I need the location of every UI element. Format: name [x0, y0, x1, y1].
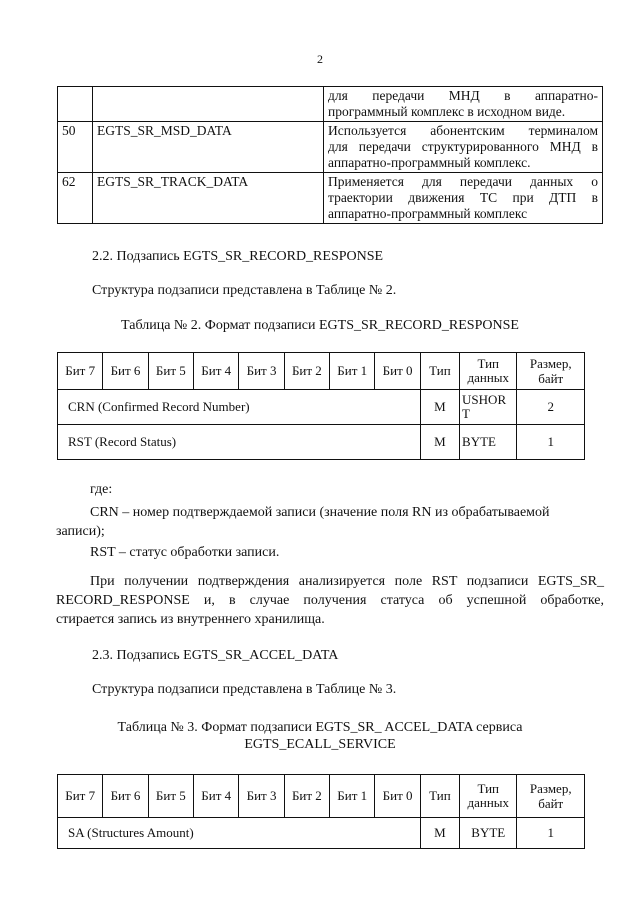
rst-definition: RST – статус обработки записи.: [90, 545, 280, 560]
table-row: [58, 87, 603, 122]
table-row: [58, 173, 603, 224]
size-header: [517, 353, 585, 390]
header-line: Тип: [477, 781, 500, 796]
description-line: аппаратно-программный комплекс: [328, 206, 528, 221]
bit-header: Бит 1: [330, 775, 375, 818]
description-line: для передачи структурированного МНД в: [328, 139, 598, 154]
type-code-cell: 62: [58, 173, 93, 224]
field-name-cell: SA (Structures Amount): [58, 818, 421, 849]
table-row: [58, 122, 603, 173]
section-heading-2-2: 2.2. Подзапись EGTS_SR_RECORD_RESPONSE: [92, 249, 384, 264]
bit-header: Бит 7: [58, 775, 103, 818]
structure-reference-text: Структура подзаписи представлена в Таблице № 3.: [92, 682, 397, 697]
field-dtype-cell: BYTE: [460, 818, 517, 849]
table-3-caption: [0, 720, 640, 754]
paragraph-line: стирается запись из внутреннего хранилища.: [56, 612, 325, 627]
page-number: 2: [317, 52, 323, 66]
where-label: где:: [90, 482, 113, 497]
bit-header: Бит 0: [375, 353, 420, 390]
type-name-cell: EGTS_SR_TRACK_DATA: [93, 173, 324, 224]
field-type-cell: M: [420, 425, 459, 460]
bit-header: Бит 0: [375, 775, 420, 818]
type-code-cell: 50: [58, 122, 93, 173]
field-dtype-cell: [460, 390, 517, 425]
type-description-cell: [324, 87, 603, 122]
bit-header: Бит 4: [194, 775, 239, 818]
header-line: байт: [538, 796, 564, 811]
table-header-row: [58, 775, 585, 818]
type-description-cell: [324, 173, 603, 224]
description-line: Применяется для передачи данных о: [328, 174, 598, 189]
table-row: [58, 818, 585, 849]
type-name-cell: [93, 87, 324, 122]
bit-header: Бит 5: [148, 775, 193, 818]
header-line: байт: [538, 371, 564, 386]
type-code-cell: [58, 87, 93, 122]
type-description-cell: [324, 122, 603, 173]
description-line: Используется абонентским терминалом: [328, 123, 598, 138]
description-line: для передачи МНД в аппаратно-: [328, 88, 598, 103]
definition-line: записи);: [56, 524, 105, 539]
field-size-cell: 1: [517, 818, 585, 849]
description-line: программный комплекс в исходном виде.: [328, 104, 566, 119]
section-heading-2-3: 2.3. Подзапись EGTS_SR_ACCEL_DATA: [92, 648, 339, 663]
bit-header: Бит 3: [239, 353, 284, 390]
size-header: [517, 775, 585, 818]
bit-header: Бит 5: [148, 353, 193, 390]
bit-header: Бит 6: [103, 775, 148, 818]
bit-header: Бит 1: [330, 353, 375, 390]
bit-header: Бит 3: [239, 775, 284, 818]
bit-header: Бит 4: [194, 353, 239, 390]
field-name-cell: CRN (Confirmed Record Number): [58, 390, 421, 425]
bit-header: Бит 6: [103, 353, 148, 390]
crn-definition: [56, 503, 604, 541]
field-size-cell: 1: [517, 425, 585, 460]
subrecord-types-table: [57, 86, 603, 224]
caption-line: Таблица № 3. Формат подзаписи EGTS_SR_ ACCEL_DATA сервиса: [117, 720, 523, 735]
table-row: [58, 425, 585, 460]
description-line: траектории движения ТС при ДТП в: [328, 190, 598, 205]
header-line: данных: [467, 795, 510, 810]
table-row: [58, 390, 585, 425]
header-line: данных: [467, 370, 510, 385]
accel-data-format-table: [57, 774, 585, 849]
type-name-cell: EGTS_SR_MSD_DATA: [93, 122, 324, 173]
type-header: Тип: [420, 775, 459, 818]
field-name-cell: RST (Record Status): [58, 425, 421, 460]
bit-header: Бит 7: [58, 353, 103, 390]
caption-line: EGTS_ECALL_SERVICE: [244, 736, 396, 752]
dtype-line: T: [462, 406, 470, 421]
type-header: Тип: [420, 353, 459, 390]
record-response-format-table: [57, 352, 585, 460]
structure-reference-text: Структура подзаписи представлена в Таблице № 2.: [92, 283, 397, 298]
field-type-cell: M: [420, 818, 459, 849]
table-header-row: [58, 353, 585, 390]
bit-header: Бит 2: [284, 775, 329, 818]
definition-line: CRN – номер подтверждаемой записи (значение поля RN из обрабатываемой: [90, 505, 550, 520]
paragraph-line: RECORD_RESPONSE и, в случае получения статуса об успешной обработке,: [56, 593, 604, 608]
field-size-cell: 2: [517, 390, 585, 425]
data-type-header: [460, 775, 517, 818]
header-line: Тип: [477, 356, 500, 371]
dtype-line: USHOR: [462, 392, 507, 407]
header-line: Размер,: [529, 781, 572, 796]
header-line: Размер,: [529, 356, 572, 371]
paragraph-line: При получении подтверждения анализируется поле RST подзаписи EGTS_SR_: [90, 574, 604, 589]
bit-header: Бит 2: [284, 353, 329, 390]
description-line: аппаратно-программный комплекс.: [328, 155, 531, 170]
data-type-header: [460, 353, 517, 390]
table-2-caption: Таблица № 2. Формат подзаписи EGTS_SR_RECORD_RESPONSE: [121, 318, 519, 333]
confirmation-paragraph: [56, 572, 604, 629]
field-dtype-cell: BYTE: [460, 425, 517, 460]
field-type-cell: M: [420, 390, 459, 425]
